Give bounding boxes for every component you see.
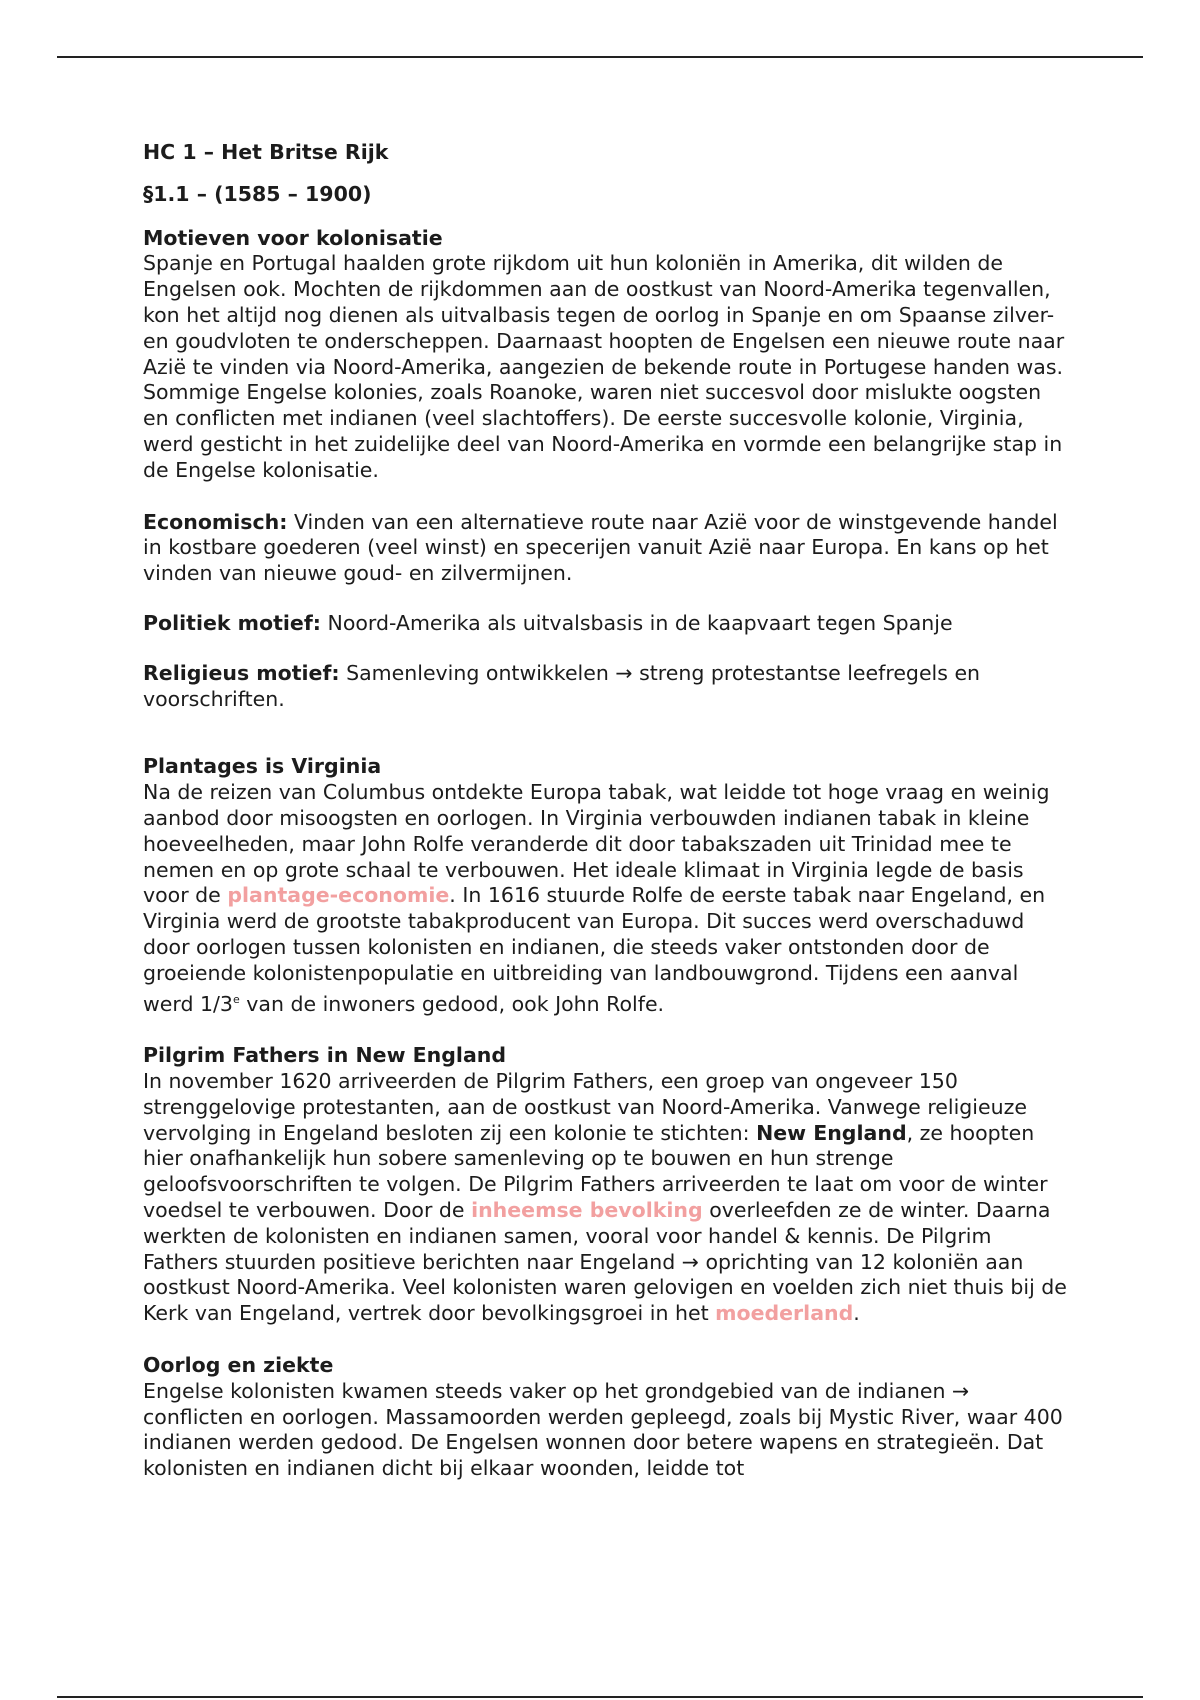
economisch-label: Economisch: (143, 509, 288, 534)
religieus-paragraph (143, 661, 1073, 713)
politiek-label: Politiek motief: (143, 610, 321, 635)
pilgrims-heading: Pilgrim Fathers in New England (143, 1043, 507, 1068)
document-body (143, 140, 1073, 1482)
inheemse-bevolking-highlight: inheemse bevolking (471, 1197, 703, 1222)
plantage-economie-highlight: plantage-economie (227, 883, 450, 908)
plantages-heading: Plantages is Virginia (143, 754, 382, 779)
motieven-text: Spanje en Portugal haalden grote rijkdom uit hun koloniën in Amerika, dit wilden de Engelsen ook. Mochten de rijkdommen aan de oostkust van Noord-Amerika tegenvallen, kon het altijd nog dienen als uitvalbasis tegen de oorlog in Spanje en om Spaanse zilver- en goudvloten te onderscheppen. Daarnaast hoopten de Engelsen een nieuwe route naar Azië te vinden via Noord-Amerika, aangezien de bekende route in Portugese handen was. Sommige Engelse kolonies, zoals Roanoke, waren niet succesvol door mislukte oogsten en conflicten met indianen (veel slachtoffers). De eerste succesvolle kolonie, Virginia, werd gesticht in het zuidelijke deel van Noord-Amerika en vormde een belangrijke stap in de Engelse kolonisatie. (143, 251, 1065, 482)
motieven-heading: Motieven voor kolonisatie (143, 225, 443, 250)
pilgrims-text-1: In november 1620 arriveerden de Pilgrim Fathers, een groep van ongeveer 150 strenggelovige protestanten, aan de oostkust van Noord-Amerika. Vanwege religieuze vervolging in Engeland besloten zij een kolonie te stichten: (143, 1068, 1027, 1145)
politiek-paragraph (143, 611, 1073, 637)
politiek-text: Noord-Amerika als uitvalsbasis in de kaapvaart tegen Spanje (320, 610, 953, 635)
new-england-bold: New England (756, 1120, 907, 1145)
plantages-section (143, 754, 1073, 1017)
plantages-text-3: van de inwoners gedood, ook John Rolfe. (239, 991, 665, 1016)
plantages-text-2: . In 1616 stuurde Rolfe de eerste tabak naar Engeland, en Virginia werd de grootste tabakproducent van Europa. Dit succes werd overschaduwd door oorlogen tussen kolonisten en indianen, die steeds vaker ontstonden door de groeiende kolonistenpopulatie en uitbreiding van landbouwgrond. Tijdens een aanval werd 1/3 (143, 883, 1046, 1016)
oorlog-heading: Oorlog en ziekte (143, 1352, 334, 1377)
plantages-text-1: Na de reizen van Columbus ontdekte Europa tabak, wat leidde tot hoge vraag en weinig aanbod door misoogsten en oorlogen. In Virginia verbouwden indianen tabak in kleine hoeveelheden, maar John Rolfe veranderde dit door tabakszaden uit Trinidad mee te nemen en op grote schaal te verbouwen. Het ideale klimaat in Virginia legde de basis voor de (143, 780, 1050, 908)
religieus-label: Religieus motief: (143, 660, 340, 685)
economisch-text: Vinden van een alternatieve route naar Azië voor de winstgevende handel in kostbare goederen (veel winst) en specerijen vanuit Azië naar Europa. En kans op het vinden van nieuwe goud- en zilvermijnen. (143, 509, 1058, 586)
document-title: HC 1 – Het Britse Rijk (143, 140, 389, 164)
pilgrims-text-3: overleefden ze de winter. Daarna werkten de kolonisten en indianen samen, vooral voor handel & kennis. De Pilgrim Fathers stuurden positieve berichten naar Engeland → oprichting van 12 koloniën aan oostkust Noord-Amerika. Veel kolonisten waren gelovigen en voelden zich niet thuis bij de Kerk van Engeland, vertrek door bevolkingsgroei in het (143, 1197, 1067, 1326)
oorlog-text: Engelse kolonisten kwamen steeds vaker op het grondgebied van de indianen → conflicten en oorlogen. Massamoorden werden gepleegd, zoals bij Mystic River, waar 400 indianen werden gedood. De Engelsen wonnen door betere wapens en strategieën. Dat kolonisten en indianen dicht bij elkaar woonden, leidde tot (143, 1378, 1063, 1481)
pilgrims-text-2: , ze hoopten hier onafhankelijk hun sobere samenleving op te bouwen en hun strenge geloofsvoorschriften te volgen. De Pilgrim Fathers arriveerden te laat om voor de winter voedsel te verbouwen. Door de (143, 1120, 1048, 1222)
religieus-text: Samenleving ontwikkelen → streng protestantse leefregels en voorschriften. (143, 660, 981, 711)
plantages-superscript: e (232, 992, 240, 1006)
bottom-rule (57, 1696, 1143, 1698)
section-subtitle: §1.1 – (1585 – 1900) (143, 181, 372, 206)
pilgrims-text-4: . (853, 1301, 860, 1326)
top-rule (57, 56, 1143, 58)
pilgrims-section (143, 1043, 1073, 1327)
oorlog-section (143, 1353, 1073, 1482)
motieven-section (143, 226, 1073, 484)
moederland-highlight: moederland (715, 1301, 854, 1326)
economisch-paragraph (143, 510, 1073, 587)
